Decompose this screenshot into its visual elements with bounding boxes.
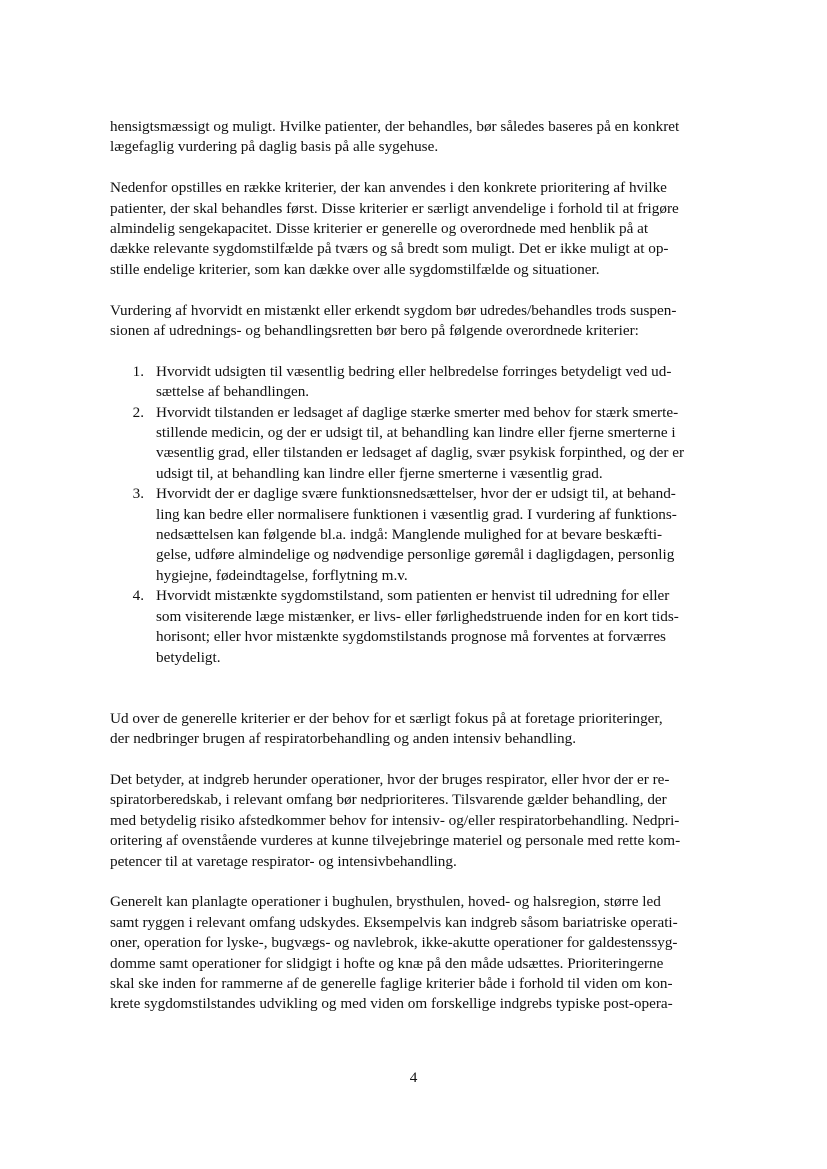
page-number: 4 [409, 1069, 418, 1086]
text-line: petencer til at varetage respirator- og intensivbehandling. [110, 852, 457, 870]
text-line: betydeligt. [156, 648, 221, 666]
document-body [110, 117, 710, 1015]
text-line: Generelt kan planlagte operationer i bughulen, brysthulen, hoved- og halsregion, større led [110, 893, 661, 911]
list-item [110, 586, 710, 668]
text-line: stillende medicin, og der er udsigt til, at behandling kan lindre eller fjerne smerterne i [156, 424, 676, 442]
text-line: samt ryggen i relevant omfang udskydes. Eksempelvis kan indgreb såsom bariatriske operati- [110, 913, 678, 931]
text-line: patienter, der skal behandles først. Disse kriterier er særligt anvendelige i forhold til at frigøre [110, 199, 679, 217]
text-line: Ud over de generelle kriterier er der behov for et særligt fokus på at foretage prioriteringer, [110, 709, 663, 727]
list-item [110, 484, 710, 586]
text-line: der nedbringer brugen af respiratorbehandling og anden intensiv behandling. [110, 730, 577, 748]
text-line: gelse, udføre almindelige og nødvendige personlige gøremål i dagligdagen, personlig [156, 546, 675, 564]
text-line: som visiterende læge mistænker, er livs- eller førlighedstruende inden for en kort tids- [156, 607, 679, 625]
text-line: Vurdering af hvorvidt en mistænkt eller erkendt sygdom bør udredes/behandles trods suspen- [110, 301, 677, 319]
text-line: horisont; eller hvor mistænkte sygdomstilstands prognose må forventes at forværres [156, 628, 666, 646]
text-line: Hvorvidt der er daglige svære funktionsnedsættelser, hvor der er udsigt til, at behand- [156, 485, 676, 503]
list-item [110, 403, 710, 485]
text-line: oritering af ovenstående vurderes at kunne tilvejebringe materiel og personale med rette kom- [110, 832, 681, 850]
text-line: skal ske inden for rammerne af de generelle faglige kriterier både i forhold til viden om kon- [110, 974, 673, 992]
list-number: 4. [132, 587, 144, 605]
text-line: Hvorvidt tilstanden er ledsaget af daglige stærke smerter med behov for stærk smerte- [156, 403, 679, 421]
text-line: væsentlig grad, eller tilstanden er ledsaget af daglig, svær psykisk forpinthed, og der er [156, 444, 685, 462]
text-line: dække relevante sygdomstilfælde på tværs og så bredt som muligt. Det er ikke muligt at op- [110, 240, 669, 258]
text-line: sionen af udrednings- og behandlingsretten bør bero på følgende overordnede kriterier: [110, 322, 639, 340]
text-line: Nedenfor opstilles en række kriterier, der kan anvendes i den konkrete prioritering af hvilke [110, 179, 667, 197]
list-number: 2. [132, 403, 144, 421]
text-line: ling kan bedre eller normalisere funktionen i væsentlig grad. I vurdering af funktions- [156, 505, 677, 523]
text-line: udsigt til, at behandling kan lindre eller fjerne smerterne i væsentlig grad. [156, 464, 603, 482]
list-item [110, 362, 710, 403]
text-line: stille endelige kriterier, som kan dække over alle sygdomstilfælde og situationer. [110, 260, 600, 278]
list-number: 1. [132, 362, 144, 380]
list-number: 3. [132, 485, 144, 503]
paragraph-2 [110, 178, 710, 280]
text-line: oner, operation for lyske-, bugvægs- og navlebrok, ikke-akutte operationer for galdestenssyg- [110, 934, 678, 952]
text-line: Hvorvidt mistænkte sygdomstilstand, som patienten er henvist til udredning for eller [156, 587, 670, 605]
text-line: almindelig sengekapacitet. Disse kriterier er generelle og overordnede med henblik på at [110, 220, 649, 238]
paragraph-1 [110, 117, 710, 158]
paragraph-3 [110, 301, 710, 342]
text-line: med betydelig risiko afstedkommer behov for intensiv- og/eller respiratorbehandling. Nedpri- [110, 811, 680, 829]
paragraph-5 [110, 770, 710, 872]
paragraph-6 [110, 892, 710, 1014]
text-line: nedsættelsen kan følgende bl.a. indgå: Manglende mulighed for at bevare beskæfti- [156, 526, 663, 544]
paragraph-4 [110, 709, 710, 750]
text-line: hygiejne, fødeindtagelse, forflytning m.v. [156, 566, 408, 584]
text-line: krete sygdomstilstandes udvikling og med viden om forskellige indgrebs typiske post-opera- [110, 995, 673, 1013]
text-line: sættelse af behandlingen. [156, 383, 310, 401]
text-line: Det betyder, at indgreb herunder operationer, hvor der bruges respirator, eller hvor der er re- [110, 770, 670, 788]
text-line: lægefaglig vurdering på daglig basis på alle sygehuse. [110, 138, 439, 156]
text-line: Hvorvidt udsigten til væsentlig bedring eller helbredelse forringes betydeligt ved ud- [156, 362, 672, 380]
text-line: hensigtsmæssigt og muligt. Hvilke patienter, der behandles, bør således baseres på en konkret [110, 118, 680, 135]
criteria-list [110, 362, 710, 668]
text-line: spiratorberedskab, i relevant omfang bør nedprioriteres. Tilsvarende gælder behandling, der [110, 791, 667, 809]
text-line: domme samt operationer for slidgigt i hofte og knæ på den måde udsættes. Prioriteringerne [110, 954, 664, 972]
